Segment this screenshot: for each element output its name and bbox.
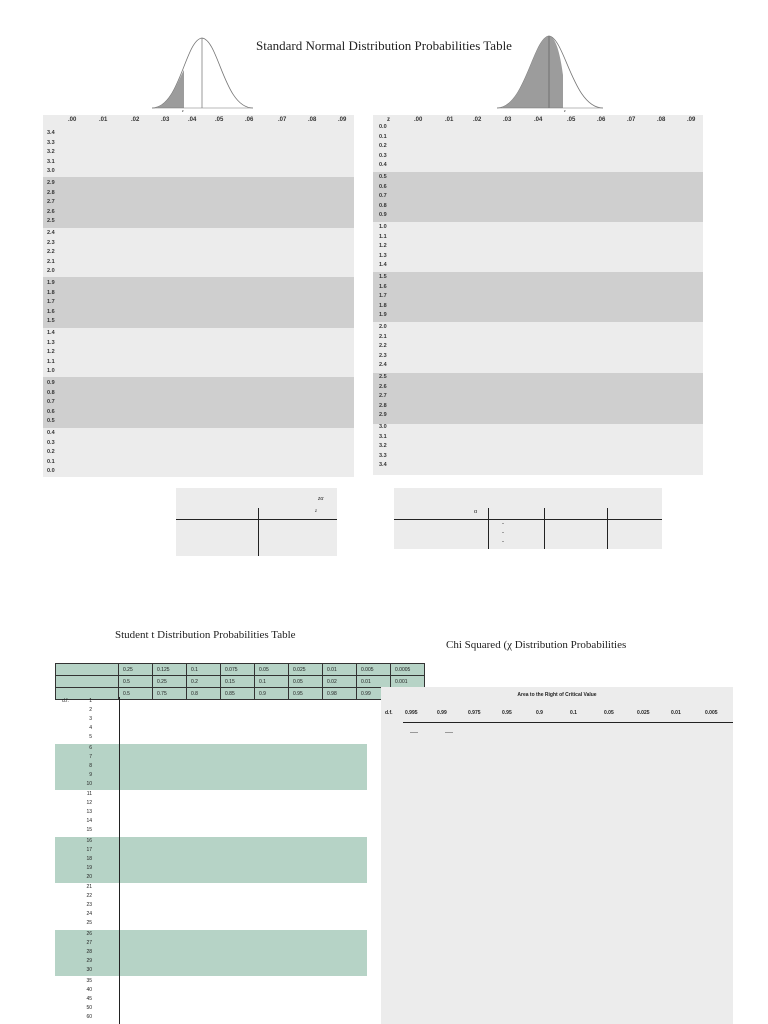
dash-list: - - - xyxy=(502,521,504,545)
t-table-band xyxy=(55,930,367,976)
left-tail-curve-image xyxy=(150,30,255,110)
t-row-label: 3 xyxy=(89,716,92,722)
t-header-grid: 0.25 0.125 0.1 0.075 0.05 0.025 0.01 0.005 0.0005 0.5 0.25 0.2 0.15 0.1 0.05 0.02 0.01 0.001 0.5 0.75 0.8 0.85 0.9 0.95 0.98 0.99 xyxy=(55,663,425,700)
z-row-label: 0.2 xyxy=(379,143,387,150)
table-band xyxy=(373,373,703,424)
t-row-label: 10 xyxy=(86,780,92,787)
chi-dash xyxy=(410,732,418,733)
t-row-label: 19 xyxy=(86,864,92,871)
z-column-header: .03 xyxy=(161,117,170,123)
z-row-label: 0.2 xyxy=(47,449,55,456)
table-band xyxy=(373,272,703,322)
z-row-label: 3.2 xyxy=(379,443,387,450)
t-row-label: 13 xyxy=(86,809,92,816)
t-table-title: Student t Distribution Probabilities Table xyxy=(115,629,296,641)
z-column-header: .02 xyxy=(473,117,482,123)
z-row-label: 2.2 xyxy=(379,343,387,350)
z-row-label: 1.6 xyxy=(47,308,55,315)
table-band xyxy=(43,277,354,328)
z-alpha-label: zα xyxy=(318,496,324,502)
t-df-label: d.f. xyxy=(62,698,69,704)
t-row-label: 11 xyxy=(86,791,92,798)
z-row-label: 2.1 xyxy=(47,258,55,265)
z-column-header: .00 xyxy=(68,117,77,123)
chi-column-header: 0.995 xyxy=(405,710,418,716)
t-row-label: 45 xyxy=(86,995,92,1002)
z-row-label: 1.9 xyxy=(379,312,387,319)
z-row-label: 2.3 xyxy=(47,239,55,246)
z-column-headers xyxy=(43,115,354,127)
chi-column-header: 0.99 xyxy=(437,710,447,716)
z-row-label: 1.1 xyxy=(379,233,387,240)
t-row-label: 26 xyxy=(86,931,92,937)
z-row-label: 0.8 xyxy=(47,389,55,396)
z-column-header: .07 xyxy=(627,117,636,123)
t-row-label: 29 xyxy=(86,958,92,964)
z-row-label: 0.7 xyxy=(379,193,387,200)
z-row-label: 2.8 xyxy=(47,189,55,196)
t-row-label: 15 xyxy=(86,827,92,834)
z-row-label: 0.4 xyxy=(47,430,55,436)
z-row-label: 2.7 xyxy=(47,199,55,206)
z-row-label: 2.5 xyxy=(47,218,55,225)
z-row-label: 1.1 xyxy=(47,358,55,365)
chi-dash xyxy=(445,732,453,733)
z-column-headers xyxy=(373,115,703,127)
z-row-label: 1.2 xyxy=(379,243,387,250)
critical-values-box-left xyxy=(176,488,337,556)
alpha-label: α xyxy=(474,509,478,515)
z-row-label: 2.3 xyxy=(379,352,387,359)
t-row-label: 27 xyxy=(86,940,92,946)
z-row-label: 0.6 xyxy=(47,408,55,415)
t-row-label: 18 xyxy=(86,855,92,862)
z-row-label: 0.0 xyxy=(47,468,55,475)
z-row-label: 0.1 xyxy=(47,458,55,465)
z-column-header: .06 xyxy=(597,117,606,123)
t-row-label: 20 xyxy=(86,873,92,880)
chi-column-header: 0.975 xyxy=(468,710,481,716)
t-row-label: 9 xyxy=(89,771,92,778)
t-row-label: 12 xyxy=(86,800,92,807)
t-table-band xyxy=(55,744,367,790)
z-column-header: .09 xyxy=(338,117,347,123)
curve-label-left: z xyxy=(182,108,184,113)
z-column-header: .08 xyxy=(657,117,666,123)
z-row-label: 0.3 xyxy=(379,152,387,159)
z-row-label: 0.9 xyxy=(379,212,387,219)
chi-column-header: 0.025 xyxy=(637,710,650,716)
t-table-divider xyxy=(119,697,120,1024)
z-header-label: z xyxy=(387,117,390,123)
z-row-label: 0.1 xyxy=(379,133,387,140)
t-row-label: 24 xyxy=(86,911,92,918)
t-row-label: 4 xyxy=(89,725,92,731)
z-row-label: 1.7 xyxy=(47,299,55,306)
z-row-label: 1.0 xyxy=(379,224,387,230)
z-row-label: 0.8 xyxy=(379,202,387,209)
t-row-label: 25 xyxy=(86,920,92,927)
t-row-label: 60 xyxy=(86,1013,92,1020)
table-band xyxy=(373,172,703,222)
z-row-label: 0.4 xyxy=(379,162,387,169)
t-row-label: 35 xyxy=(86,977,92,984)
z-column-header: .06 xyxy=(245,117,254,123)
t-row-label: 50 xyxy=(86,1004,92,1011)
z-row-label: 2.1 xyxy=(379,333,387,340)
z-row-label: 3.0 xyxy=(47,168,55,175)
positive-z-table xyxy=(373,115,703,475)
table-band xyxy=(43,377,354,428)
z-row-label: 0.9 xyxy=(47,380,55,386)
z-column-header: .05 xyxy=(567,117,576,123)
z-row-label: 2.0 xyxy=(379,324,387,330)
negative-z-table xyxy=(43,115,354,477)
z-row-label: 3.3 xyxy=(379,452,387,459)
z-row-label: 3.0 xyxy=(379,424,387,430)
z-row-label: 2.9 xyxy=(47,180,55,186)
t-table-band xyxy=(55,837,367,883)
z-row-label: 1.3 xyxy=(47,339,55,346)
critical-values-box-right xyxy=(394,488,662,549)
z-row-label: 1.5 xyxy=(47,318,55,325)
t-row-label: 7 xyxy=(89,753,92,760)
z-row-label: 0.0 xyxy=(379,124,387,130)
z-row-label: 2.7 xyxy=(379,393,387,400)
chi-subtitle: Area to the Right of Critical Value xyxy=(517,692,597,698)
z-row-label: 3.3 xyxy=(47,139,55,146)
chi-column-header: 0.05 xyxy=(604,710,614,716)
t-row-label: 5 xyxy=(89,734,92,740)
z-row-label: 3.1 xyxy=(379,433,387,440)
z-row-label: 2.8 xyxy=(379,402,387,409)
z-row-label: 3.4 xyxy=(379,462,387,469)
z-column-header: .05 xyxy=(215,117,224,123)
chi-table-title: Chi Squared (χ Distribution Probabilities xyxy=(446,639,627,651)
t-row-label: 16 xyxy=(86,837,92,844)
chi-df-label: d.f. xyxy=(385,710,393,716)
z-row-label: 2.2 xyxy=(47,249,55,256)
z-column-header: .08 xyxy=(308,117,317,123)
z-row-label: 0.3 xyxy=(47,439,55,446)
z-row-label: 2.5 xyxy=(379,374,387,380)
z-column-header: .00 xyxy=(414,117,423,123)
chi-column-header: 0.95 xyxy=(502,710,512,716)
z-row-label: 2.6 xyxy=(47,208,55,215)
z-row-label: 1.8 xyxy=(379,302,387,309)
z-row-label: 2.0 xyxy=(47,268,55,275)
t-row-label: 14 xyxy=(86,818,92,825)
z-row-label: 1.2 xyxy=(47,349,55,356)
t-row-label: 2 xyxy=(89,707,92,713)
z-row-label: 1.6 xyxy=(379,283,387,290)
z-row-label: 1.9 xyxy=(47,280,55,286)
t-row-label: 22 xyxy=(86,893,92,900)
z-row-label: 3.1 xyxy=(47,158,55,165)
z-row-label: 2.4 xyxy=(379,362,387,369)
curve-label-right: z xyxy=(564,108,566,113)
t-row-label: 23 xyxy=(86,902,92,909)
t-row-label: 40 xyxy=(86,986,92,993)
z-row-label: 2.9 xyxy=(379,412,387,419)
chi-column-header: 0.005 xyxy=(705,710,718,716)
z-row-label: 1.7 xyxy=(379,293,387,300)
chi-header-rule xyxy=(403,722,733,723)
z-row-label: 3.4 xyxy=(47,130,55,136)
z-column-header: .04 xyxy=(188,117,197,123)
z-sub-label: z xyxy=(315,509,317,514)
z-row-label: 1.5 xyxy=(379,274,387,280)
z-row-label: 1.0 xyxy=(47,368,55,375)
z-column-header: .09 xyxy=(687,117,696,123)
t-row-label: 21 xyxy=(86,884,92,891)
t-row-label: 1 xyxy=(89,698,92,704)
z-column-header: .01 xyxy=(445,117,454,123)
page-title: Standard Normal Distribution Probabilities Table xyxy=(256,38,512,53)
t-row-label: 30 xyxy=(86,967,92,973)
chi-column-header: 0.01 xyxy=(671,710,681,716)
chi-column-header: 0.9 xyxy=(536,710,543,716)
z-row-label: 1.4 xyxy=(47,330,55,336)
z-row-label: 0.5 xyxy=(379,174,387,180)
t-row-label: 6 xyxy=(89,744,92,751)
z-row-label: 2.4 xyxy=(47,230,55,236)
z-column-header: .01 xyxy=(99,117,108,123)
table-band xyxy=(43,177,354,228)
z-row-label: 0.6 xyxy=(379,183,387,190)
z-row-label: 1.3 xyxy=(379,252,387,259)
z-row-label: 0.7 xyxy=(47,399,55,406)
t-row-label: 17 xyxy=(86,846,92,853)
z-column-header: .03 xyxy=(503,117,512,123)
z-row-label: 1.4 xyxy=(379,262,387,269)
t-row-label: 28 xyxy=(86,949,92,955)
chi-squared-table xyxy=(381,687,733,1024)
z-column-header: .04 xyxy=(534,117,543,123)
chi-column-header: 0.1 xyxy=(570,710,577,716)
z-row-label: 1.8 xyxy=(47,289,55,296)
z-row-label: 3.2 xyxy=(47,149,55,156)
z-row-label: 0.5 xyxy=(47,418,55,425)
z-row-label: 2.6 xyxy=(379,383,387,390)
right-cumulative-curve-image xyxy=(495,30,605,110)
t-row-label: 8 xyxy=(89,762,92,769)
z-column-header: .07 xyxy=(278,117,287,123)
z-column-header: .02 xyxy=(131,117,140,123)
